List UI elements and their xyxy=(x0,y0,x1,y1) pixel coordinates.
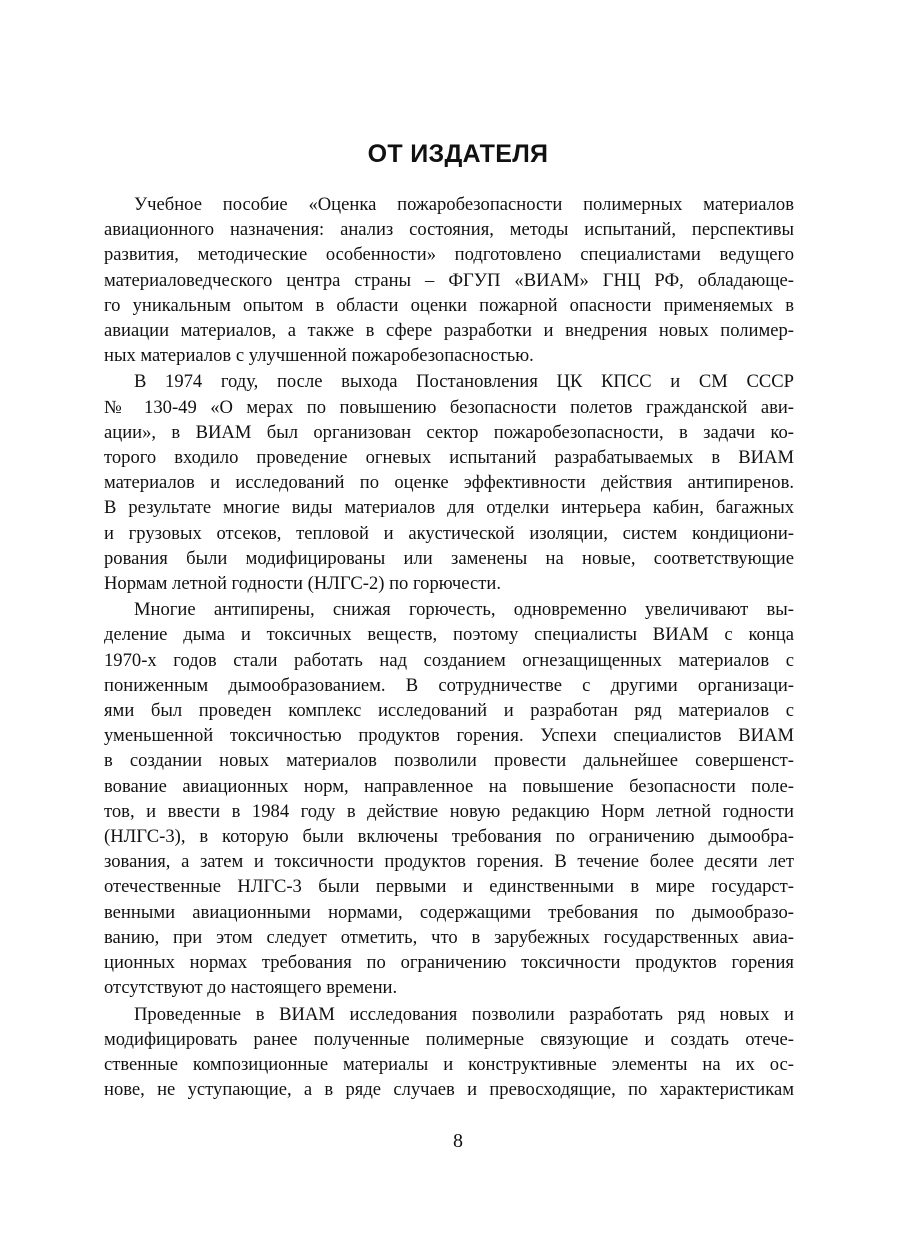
paragraph xyxy=(104,597,794,1000)
text-line: Многие антипирены, снижая горючесть, одновременно увеличивают вы- xyxy=(134,599,794,621)
text-line: отсутствуют до настоящего времени. xyxy=(104,977,398,999)
paragraph xyxy=(104,369,794,596)
text-line: № 130-49 «О мерах по повышению безопасности полетов гражданской ави- xyxy=(104,396,794,418)
text-line: модифицировать ранее полученные полимерные связующие и создать отече- xyxy=(104,1028,794,1050)
text-line: авиации материалов, а также в сфере разработки и внедрения новых полимер- xyxy=(104,320,794,342)
text-line: пониженным дымообразованием. В сотрудничестве с другими организаци- xyxy=(104,674,794,696)
text-line: авиационного назначения: анализ состояния, методы испытаний, перспективы xyxy=(104,219,794,241)
text-line: вование авиационных норм, направленное на повышение безопасности поле- xyxy=(104,775,794,797)
page-number: 8 xyxy=(453,1130,463,1152)
section-title: ОТ ИЗДАТЕЛЯ xyxy=(367,140,549,168)
text-line: и грузовых отсеков, тепловой и акустической изоляции, систем кондициони- xyxy=(104,522,794,544)
text-line: в создании новых материалов позволили провести дальнейшее совершенст- xyxy=(104,750,794,772)
text-line: материаловедческого центра страны – ФГУП «ВИАМ» ГНЦ РФ, обладающе- xyxy=(104,269,794,291)
text-line: В результате многие виды материалов для отделки интерьера кабин, багажных xyxy=(104,497,794,519)
text-line: развития, методические особенности» подготовлено специалистами ведущего xyxy=(104,244,794,266)
paragraph xyxy=(104,192,794,368)
text-line: ционных нормах требования по ограничению токсичности продуктов горения xyxy=(104,952,794,974)
paragraph xyxy=(104,1002,794,1103)
text-line: Учебное пособие «Оценка пожаробезопасности полимерных материалов xyxy=(134,194,794,215)
text-line: ных материалов с улучшенной пожаробезопасностью. xyxy=(104,345,534,367)
text-line: зования, а затем и токсичности продуктов горения. В течение более десяти лет xyxy=(104,851,794,873)
text-line: отечественные НЛГС-3 были первыми и единственными в мире государст- xyxy=(104,876,794,898)
text-line: Нормам летной годности (НЛГС-2) по горючести. xyxy=(104,573,501,595)
text-line: уменьшенной токсичностью продуктов горения. Успехи специалистов ВИАМ xyxy=(104,725,794,747)
text-line: материалов и исследований по оценке эффективности действия антипиренов. xyxy=(104,472,794,494)
text-line: тов, и ввести в 1984 году в действие новую редакцию Норм летной годности xyxy=(104,800,794,822)
text-line: (НЛГС-3), в которую были включены требования по ограничению дымообра- xyxy=(104,826,794,848)
text-line: го уникальным опытом в области оценки пожарной опасности применяемых в xyxy=(104,294,794,316)
text-line: рования были модифицированы или заменены на новые, соответствующие xyxy=(104,547,794,569)
text-line: торого входило проведение огневых испытаний разрабатываемых в ВИАМ xyxy=(104,447,794,469)
text-line: Проведенные в ВИАМ исследования позволили разработать ряд новых и xyxy=(134,1003,794,1025)
text-line: нове, не уступающие, а в ряде случаев и превосходящие, по характеристикам xyxy=(104,1079,794,1101)
text-line: ванию, при этом следует отметить, что в зарубежных государственных авиа- xyxy=(104,926,794,948)
text-line: В 1974 году, после выхода Постановления ЦК КПСС и СМ СССР xyxy=(134,371,794,393)
text-line: деление дыма и токсичных веществ, поэтому специалисты ВИАМ с конца xyxy=(104,624,794,646)
text-line: ации», в ВИАМ был организован сектор пожаробезопасности, в задачи ко- xyxy=(104,421,794,443)
body-text xyxy=(104,192,794,1102)
text-line: ственные композиционные материалы и конструктивные элементы на их ос- xyxy=(104,1053,794,1075)
text-line: венными авиационными нормами, содержащими требования по дымообразо- xyxy=(104,901,794,923)
text-line: 1970-х годов стали работать над созданием огнезащищенных материалов с xyxy=(104,649,794,671)
text-line: ями был проведен комплекс исследований и разработан ряд материалов с xyxy=(104,700,794,722)
